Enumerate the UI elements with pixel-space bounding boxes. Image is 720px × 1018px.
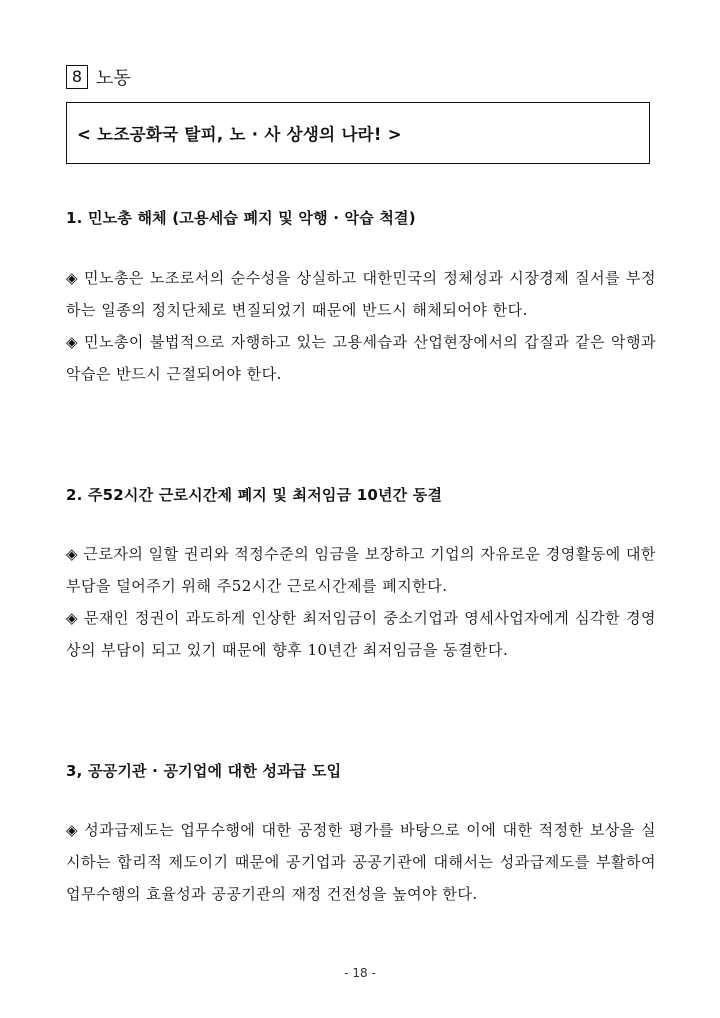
section-1-body: [66, 262, 656, 390]
section-3-body: [66, 814, 656, 910]
chapter-title: 노동: [96, 68, 131, 89]
chapter-number: 8: [66, 65, 88, 89]
section-3-heading: 3, 공공기관 · 공기업에 대한 성과급 도입: [66, 762, 342, 780]
section-2-bullet-2: ◈ 문재인 정권이 과도하게 인상한 최저임금이 중소기업과 영세사업자에게 심각한 경영상의 부담이 되고 있기 때문에 향후 10년간 최저임금을 동결한다.: [66, 609, 656, 659]
section-3-bullet-1: ◈ 성과급제도는 업무수행에 대한 공정한 평가를 바탕으로 이에 대한 적정한 보상을 실시하는 합리적 제도이기 때문에 공기업과 공공기관에 대해서는 성과급제도를 부활하여 업무수행의 효율성과 공공기관의 재정 건전성을 높여야 한다.: [66, 821, 656, 903]
section-1-heading: 1. 민노총 해체 (고용세습 폐지 및 악행 · 악습 척결): [66, 209, 416, 227]
page-number: - 18 -: [344, 966, 376, 980]
section-2-heading: 2. 주52시간 근로시간제 폐지 및 최저임금 10년간 동결: [66, 486, 443, 504]
section-1-bullet-1: ◈ 민노총은 노조로서의 순수성을 상실하고 대한민국의 정체성과 시장경제 질서를 부정하는 일종의 정치단체로 변질되었기 때문에 반드시 해체되어야 한다.: [66, 269, 656, 319]
section-2-body: [66, 538, 656, 666]
chapter-header: [66, 64, 131, 90]
slogan-text: < 노조공화국 탈피, 노 · 사 상생의 나라! >: [77, 125, 402, 144]
slogan-banner: [66, 102, 650, 164]
section-1-bullet-2: ◈ 민노총이 불법적으로 자행하고 있는 고용세습과 산업현장에서의 갑질과 같은 악행과 악습은 반드시 근절되어야 한다.: [66, 333, 656, 383]
section-2-bullet-1: ◈ 근로자의 일할 권리와 적정수준의 임금을 보장하고 기업의 자유로운 경영활동에 대한 부담을 덜어주기 위해 주52시간 근로시간제를 폐지한다.: [66, 545, 656, 595]
